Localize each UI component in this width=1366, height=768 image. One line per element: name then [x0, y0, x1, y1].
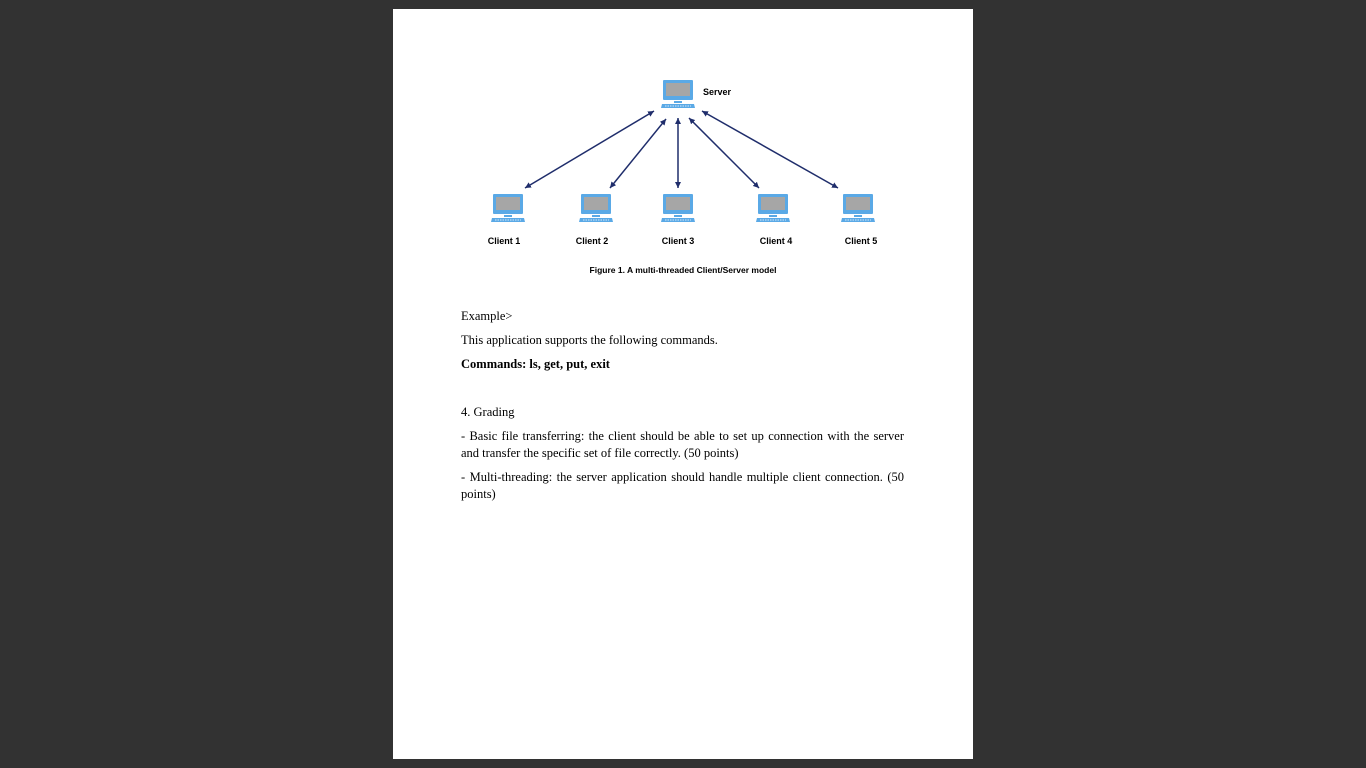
supports-text: This application supports the following commands. — [461, 333, 718, 347]
client-server-diagram — [393, 9, 973, 289]
client-label: Client 2 — [575, 236, 609, 246]
grading-item: - Basic file transferring: the client should be able to set up connection with the server and transfer the specific set of file correctly. (50 points) — [461, 429, 904, 460]
server-label: Server — [703, 87, 732, 97]
client-computer-icon — [841, 194, 875, 222]
client-computer-icon — [579, 194, 613, 222]
document-page — [393, 9, 973, 759]
client-computer-icon — [756, 194, 790, 222]
client-computer-icon — [491, 194, 525, 222]
grading-item: - Multi-threading: the server application should handle multiple client connection. (50 points) — [461, 470, 904, 501]
grading-heading: 4. Grading — [461, 405, 515, 419]
figure-caption: Figure 1. A multi-threaded Client/Server model — [589, 265, 777, 275]
connection-arrow — [610, 119, 666, 188]
client-computer-icon — [661, 194, 695, 222]
connection-arrow — [525, 111, 654, 188]
connection-arrow — [689, 118, 759, 188]
commands-text: Commands: ls, get, put, exit — [461, 357, 610, 371]
client-label: Client 3 — [661, 236, 695, 246]
client-label: Client 4 — [759, 236, 793, 246]
connection-arrow — [702, 111, 838, 188]
client-label: Client 5 — [844, 236, 878, 246]
client-server-figure — [393, 9, 973, 289]
example-heading: Example> — [461, 309, 513, 323]
client-label: Client 1 — [487, 236, 521, 246]
server-computer-icon — [661, 80, 695, 108]
